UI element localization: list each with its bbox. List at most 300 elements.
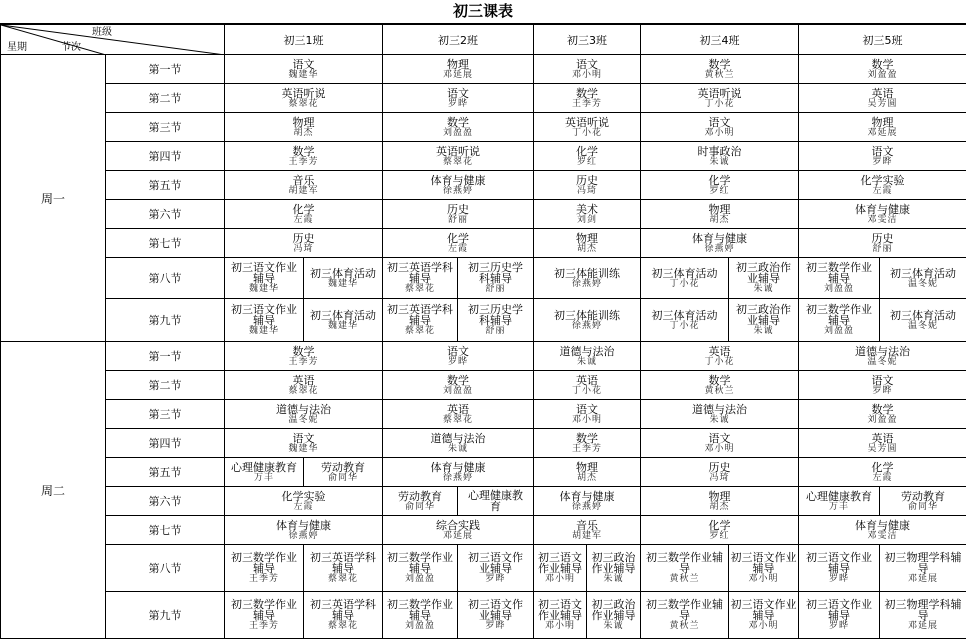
subject-name: 初三体育活动 <box>890 266 956 280</box>
subject-name: 初三政治 <box>591 598 636 611</box>
schedule-cell <box>799 545 880 592</box>
teacher-name: 徐燕婷 <box>288 530 319 541</box>
subject-name: 数学 <box>292 144 315 158</box>
schedule-cell <box>534 545 587 592</box>
period-label: 第五节 <box>106 458 225 487</box>
schedule-cell <box>641 171 799 200</box>
schedule-cell <box>383 229 534 258</box>
schedule-row <box>1 545 966 592</box>
teacher-name: 吴芳圆 <box>867 98 898 109</box>
schedule-cell <box>383 258 458 299</box>
subject-name: 业辅导 <box>747 272 780 285</box>
schedule-cell <box>799 592 880 639</box>
schedule-cell <box>225 429 383 458</box>
subject-name: 体育与健康 <box>430 460 486 474</box>
teacher-name: 邓雯洁 <box>867 530 898 541</box>
period-label: 第九节 <box>106 592 225 639</box>
subject-name: 历史 <box>871 231 894 245</box>
schedule-cell <box>641 84 799 113</box>
subject-name: 化学实验 <box>281 489 326 503</box>
schedule-cell <box>458 258 534 299</box>
subject-name: 初三数学作业 <box>231 551 297 564</box>
period-label: 第八节 <box>106 545 225 592</box>
teacher-name: 胡杰 <box>576 472 597 483</box>
subject-name: 育 <box>490 500 501 513</box>
subject-name: 道德与法治 <box>692 402 747 416</box>
schedule-cell <box>641 487 799 516</box>
teacher-name: 刘盈盈 <box>823 326 854 336</box>
schedule-cell <box>641 55 799 84</box>
teacher-name: 蔡翠花 <box>327 574 358 584</box>
subject-name: 初三物理学科辅 <box>884 551 962 564</box>
subject-name: 初三体育活动 <box>651 308 718 322</box>
schedule-cell <box>225 487 383 516</box>
teacher-name: 邓小明 <box>704 443 735 454</box>
teacher-name: 温冬妮 <box>907 320 938 331</box>
schedule-row <box>1 458 966 487</box>
schedule-cell <box>880 545 966 592</box>
teacher-name: 舒丽 <box>872 243 893 254</box>
schedule-row <box>1 592 966 639</box>
subject-name: 数学 <box>708 57 731 71</box>
schedule-cell <box>534 258 641 299</box>
schedule-row <box>1 400 966 429</box>
teacher-name: 邓延展 <box>867 127 898 138</box>
subject-name: 初三数学作业 <box>387 598 453 611</box>
schedule-cell <box>383 299 458 342</box>
schedule-table <box>0 24 966 639</box>
teacher-name: 胡杰 <box>709 214 730 225</box>
schedule-cell <box>799 371 966 400</box>
subject-name: 劳动教育 <box>321 460 365 474</box>
schedule-cell <box>225 84 383 113</box>
schedule-cell <box>383 458 534 487</box>
subject-name: 音乐 <box>292 173 315 187</box>
schedule-cell <box>641 458 799 487</box>
schedule-cell <box>225 371 383 400</box>
schedule-cell <box>383 342 534 371</box>
schedule-cell <box>225 113 383 142</box>
subject-name: 作业辅导 <box>591 609 636 622</box>
teacher-name: 蔡翠花 <box>404 284 435 294</box>
subject-name: 辅导 <box>828 272 850 285</box>
corner-header <box>1 25 225 55</box>
class-header: 初三2班 <box>383 25 534 55</box>
subject-name: 初三语文作 <box>468 598 523 611</box>
subject-name: 语文 <box>871 373 894 387</box>
teacher-name: 王季芳 <box>571 443 602 454</box>
class-header: 初三3班 <box>534 25 641 55</box>
teacher-name: 蔡翠花 <box>404 326 435 336</box>
teacher-name: 邓延展 <box>442 69 473 80</box>
subject-name: 初三语文作业 <box>730 551 797 564</box>
teacher-name: 丁小花 <box>704 356 735 367</box>
subject-name: 时事政治 <box>697 144 742 158</box>
schedule-cell <box>729 545 799 592</box>
day-label: 周二 <box>1 342 106 639</box>
schedule-cell <box>383 371 534 400</box>
teacher-name: 温冬妮 <box>867 356 898 367</box>
teacher-name: 朱诚 <box>603 621 624 631</box>
teacher-name: 胡建军 <box>288 185 319 196</box>
period-label: 第六节 <box>106 200 225 229</box>
subject-name: 历史 <box>292 231 315 245</box>
period-label: 第四节 <box>106 429 225 458</box>
subject-name: 初三物理学科辅 <box>884 598 962 611</box>
header-row <box>1 25 966 55</box>
schedule-row <box>1 229 966 258</box>
teacher-name: 丁小花 <box>704 98 735 109</box>
schedule-row <box>1 142 966 171</box>
teacher-name: 左霞 <box>872 185 893 196</box>
schedule-row <box>1 487 966 516</box>
subject-name: 数学 <box>447 115 469 129</box>
subject-name: 初三语文作业 <box>231 261 297 274</box>
schedule-cell <box>225 342 383 371</box>
teacher-name: 左霞 <box>293 214 314 225</box>
day-label: 周一 <box>1 55 106 342</box>
schedule-cell <box>383 113 534 142</box>
teacher-name: 胡建军 <box>571 530 602 541</box>
subject-name: 科辅导 <box>479 272 512 285</box>
schedule-cell <box>799 429 966 458</box>
schedule-cell <box>799 55 966 84</box>
subject-name: 历史 <box>576 173 598 187</box>
period-label: 第八节 <box>106 258 225 299</box>
schedule-cell <box>225 200 383 229</box>
subject-name: 英语 <box>292 373 315 387</box>
teacher-name: 徐燕婷 <box>442 472 473 483</box>
subject-name: 业辅导 <box>747 314 780 327</box>
teacher-name: 罗红 <box>709 530 730 541</box>
schedule-cell <box>304 592 383 639</box>
teacher-name: 罗晔 <box>485 621 506 631</box>
period-label: 第三节 <box>106 113 225 142</box>
schedule-cell <box>799 342 966 371</box>
teacher-name: 徐燕婷 <box>704 243 735 254</box>
period-label: 第四节 <box>106 142 225 171</box>
schedule-cell <box>641 371 799 400</box>
teacher-name: 刘盈盈 <box>867 69 898 80</box>
teacher-name: 王季芳 <box>288 156 319 167</box>
subject-name: 语文 <box>708 115 731 129</box>
subject-name: 心理健康教育 <box>806 489 872 503</box>
subject-name: 化学 <box>708 173 731 187</box>
week-header-label: 星期 <box>7 42 27 53</box>
schedule-cell <box>880 592 966 639</box>
schedule-cell <box>304 258 383 299</box>
subject-name: 英语听说 <box>436 144 480 158</box>
subject-name: 作业辅导 <box>538 609 582 622</box>
subject-name: 辅导 <box>409 272 431 285</box>
teacher-name: 冯琦 <box>709 472 730 483</box>
subject-name: 导 <box>679 609 690 622</box>
subject-name: 初三数学作业 <box>387 551 453 564</box>
schedule-cell <box>729 258 799 299</box>
subject-name: 初三语文 <box>538 551 582 564</box>
schedule-cell <box>799 171 966 200</box>
schedule-cell <box>383 400 534 429</box>
teacher-name: 罗晔 <box>447 356 468 367</box>
teacher-name: 徐燕婷 <box>571 501 602 512</box>
teacher-name: 胡杰 <box>576 243 597 254</box>
subject-name: 初三语文 <box>538 598 582 611</box>
subject-name: 物理 <box>292 115 315 129</box>
teacher-name: 邓延展 <box>907 621 938 631</box>
teacher-name: 丁小花 <box>669 278 700 289</box>
subject-name: 初三数学作业 <box>806 303 872 316</box>
period-label: 第七节 <box>106 516 225 545</box>
subject-name: 物理 <box>576 460 598 474</box>
teacher-name: 冯琦 <box>576 185 597 196</box>
schedule-row <box>1 258 966 299</box>
subject-name: 数学 <box>871 402 894 416</box>
teacher-name: 丁小花 <box>571 127 602 138</box>
schedule-cell <box>799 400 966 429</box>
schedule-cell <box>534 84 641 113</box>
schedule-cell <box>225 299 304 342</box>
subject-name: 初三政治作 <box>736 261 791 274</box>
subject-name: 辅导 <box>253 272 275 285</box>
teacher-name: 胡杰 <box>709 501 730 512</box>
subject-name: 语文 <box>447 344 469 358</box>
teacher-name: 朱诚 <box>753 326 774 336</box>
subject-name: 英语 <box>708 344 731 358</box>
subject-name: 物理 <box>708 202 731 216</box>
teacher-name: 魏建华 <box>327 278 358 289</box>
subject-name: 劳动教育 <box>398 489 442 503</box>
teacher-name: 刘盈盈 <box>442 385 473 396</box>
schedule-cell <box>225 545 304 592</box>
period-label: 第六节 <box>106 487 225 516</box>
schedule-cell <box>641 258 729 299</box>
subject-name: 体育与健康 <box>855 518 910 532</box>
schedule-row <box>1 429 966 458</box>
schedule-cell <box>225 458 304 487</box>
subject-name: 导 <box>917 609 929 622</box>
period-label: 第二节 <box>106 371 225 400</box>
schedule-cell <box>534 142 641 171</box>
teacher-name: 魏建华 <box>327 320 358 331</box>
schedule-row <box>1 200 966 229</box>
teacher-name: 蔡翠花 <box>288 385 319 396</box>
subject-name: 体育与健康 <box>559 489 615 503</box>
schedule-cell <box>458 299 534 342</box>
subject-name: 心理健康教 <box>468 489 523 502</box>
subject-name: 初三语文作业 <box>231 303 297 316</box>
schedule-cell <box>225 171 383 200</box>
schedule-cell <box>799 458 966 487</box>
teacher-name: 朱诚 <box>709 156 730 167</box>
teacher-name: 冯琦 <box>293 243 314 254</box>
schedule-cell <box>304 458 383 487</box>
teacher-name: 左霞 <box>872 472 893 483</box>
subject-name: 心理健康教育 <box>231 460 297 474</box>
schedule-cell <box>225 516 383 545</box>
subject-name: 初三语文作业 <box>806 551 872 564</box>
subject-name: 物理 <box>576 231 598 245</box>
subject-name: 劳动教育 <box>901 489 945 503</box>
subject-name: 物理 <box>871 115 894 129</box>
subject-name: 初三数学作业 <box>231 598 297 611</box>
teacher-name: 王季芳 <box>248 574 279 584</box>
schedule-cell <box>799 229 966 258</box>
schedule-row <box>1 55 966 84</box>
period-label: 第一节 <box>106 342 225 371</box>
teacher-name: 刘盈盈 <box>442 127 473 138</box>
schedule-cell <box>880 299 966 342</box>
schedule-cell <box>225 229 383 258</box>
subject-name: 初三语文作 <box>468 551 523 564</box>
subject-name: 辅导 <box>253 314 275 327</box>
subject-name: 化学 <box>576 144 598 158</box>
subject-name: 初三数学作业辅 <box>646 551 723 564</box>
subject-name: 初三英语学科 <box>310 551 376 564</box>
subject-name: 英语 <box>871 86 894 100</box>
teacher-name: 刘盈盈 <box>823 284 854 294</box>
teacher-name: 万丰 <box>828 501 849 512</box>
teacher-name: 俞同华 <box>404 501 435 512</box>
subject-name: 体育与健康 <box>430 173 486 187</box>
schedule-cell <box>383 516 534 545</box>
schedule-cell <box>383 487 458 516</box>
teacher-name: 舒丽 <box>485 326 506 336</box>
period-label: 第五节 <box>106 171 225 200</box>
subject-name: 美术 <box>576 202 598 216</box>
teacher-name: 罗晔 <box>828 621 849 631</box>
subject-name: 英语 <box>447 402 469 416</box>
teacher-name: 蔡翠花 <box>442 156 473 167</box>
subject-name: 化学 <box>708 518 731 532</box>
teacher-name: 丁小花 <box>669 320 700 331</box>
subject-name: 初三语文作业 <box>806 598 872 611</box>
subject-name: 英语听说 <box>281 86 326 100</box>
subject-name: 历史 <box>708 460 731 474</box>
corner-diagonal-lines <box>1 25 225 55</box>
schedule-cell <box>458 592 534 639</box>
subject-name: 导 <box>917 562 929 575</box>
subject-name: 初三体育活动 <box>890 308 956 322</box>
teacher-name: 邓小明 <box>544 574 575 584</box>
period-header-label: 节次 <box>61 42 81 53</box>
teacher-name: 舒丽 <box>447 214 468 225</box>
schedule-cell <box>534 200 641 229</box>
class-header: 初三5班 <box>799 25 966 55</box>
subject-name: 体育与健康 <box>692 231 747 245</box>
schedule-cell <box>729 592 799 639</box>
subject-name: 初三政治作 <box>736 303 791 316</box>
teacher-name: 左霞 <box>293 501 314 512</box>
subject-name: 数学 <box>576 431 598 445</box>
subject-name: 初三英语学科 <box>310 598 376 611</box>
schedule-cell <box>383 200 534 229</box>
schedule-cell <box>304 545 383 592</box>
teacher-name: 舒丽 <box>485 284 506 294</box>
schedule-cell <box>799 84 966 113</box>
teacher-name: 黄秋兰 <box>704 69 735 80</box>
schedule-cell <box>641 200 799 229</box>
class-header: 初三1班 <box>225 25 383 55</box>
schedule-cell <box>383 592 458 639</box>
schedule-cell <box>799 258 880 299</box>
teacher-name: 王季芳 <box>248 621 279 631</box>
period-label: 第二节 <box>106 84 225 113</box>
subject-name: 初三体育活动 <box>310 266 376 280</box>
schedule-cell <box>641 516 799 545</box>
teacher-name: 邓延展 <box>907 574 938 584</box>
schedule-cell <box>534 229 641 258</box>
teacher-name: 黄秋兰 <box>669 574 700 584</box>
schedule-cell <box>641 592 729 639</box>
schedule-cell <box>534 342 641 371</box>
teacher-name: 吴芳圆 <box>867 443 898 454</box>
subject-name: 辅导 <box>828 562 850 575</box>
schedule-cell <box>534 487 641 516</box>
schedule-cell <box>641 299 729 342</box>
schedule-cell <box>880 487 966 516</box>
schedule-cell <box>534 516 641 545</box>
teacher-name: 温冬妮 <box>907 278 938 289</box>
subject-name: 初三语文作业 <box>730 598 797 611</box>
subject-name: 辅导 <box>752 609 775 622</box>
teacher-name: 黄秋兰 <box>704 385 735 396</box>
teacher-name: 刘盈盈 <box>404 621 435 631</box>
subject-name: 物理 <box>447 57 469 71</box>
period-label: 第九节 <box>106 299 225 342</box>
teacher-name: 邓小明 <box>748 574 779 584</box>
teacher-name: 王季芳 <box>288 356 319 367</box>
subject-name: 初三体能训练 <box>554 308 620 322</box>
teacher-name: 邓小明 <box>544 621 575 631</box>
teacher-name: 魏建华 <box>248 284 279 294</box>
teacher-name: 朱诚 <box>709 414 730 425</box>
subject-name: 数学 <box>447 373 469 387</box>
schedule-row <box>1 84 966 113</box>
teacher-name: 刘盈盈 <box>867 414 898 425</box>
teacher-name: 俞同华 <box>907 501 938 512</box>
schedule-cell <box>641 142 799 171</box>
subject-name: 语文 <box>871 144 894 158</box>
subject-name: 英语听说 <box>697 86 742 100</box>
subject-name: 体育与健康 <box>855 202 910 216</box>
subject-name: 辅导 <box>332 609 354 622</box>
schedule-cell <box>383 545 458 592</box>
teacher-name: 罗晔 <box>872 156 893 167</box>
teacher-name: 邓小明 <box>704 127 735 138</box>
subject-name: 初三体育活动 <box>651 266 718 280</box>
schedule-cell <box>225 258 304 299</box>
subject-name: 历史 <box>447 202 469 216</box>
schedule-row <box>1 516 966 545</box>
subject-name: 语文 <box>576 57 598 71</box>
schedule-cell <box>225 400 383 429</box>
subject-name: 辅导 <box>253 609 275 622</box>
teacher-name: 罗晔 <box>485 574 506 584</box>
subject-name: 作业辅导 <box>538 562 582 575</box>
subject-name: 科辅导 <box>479 314 512 327</box>
teacher-name: 徐燕婷 <box>442 185 473 196</box>
teacher-name: 万丰 <box>253 472 274 483</box>
teacher-name: 罗晔 <box>828 574 849 584</box>
teacher-name: 刘剑 <box>576 214 597 225</box>
schedule-cell <box>799 516 966 545</box>
teacher-name: 朱诚 <box>576 356 597 367</box>
schedule-cell <box>383 55 534 84</box>
schedule-cell <box>799 142 966 171</box>
teacher-name: 朱诚 <box>447 443 468 454</box>
schedule-cell <box>534 371 641 400</box>
schedule-cell <box>641 113 799 142</box>
